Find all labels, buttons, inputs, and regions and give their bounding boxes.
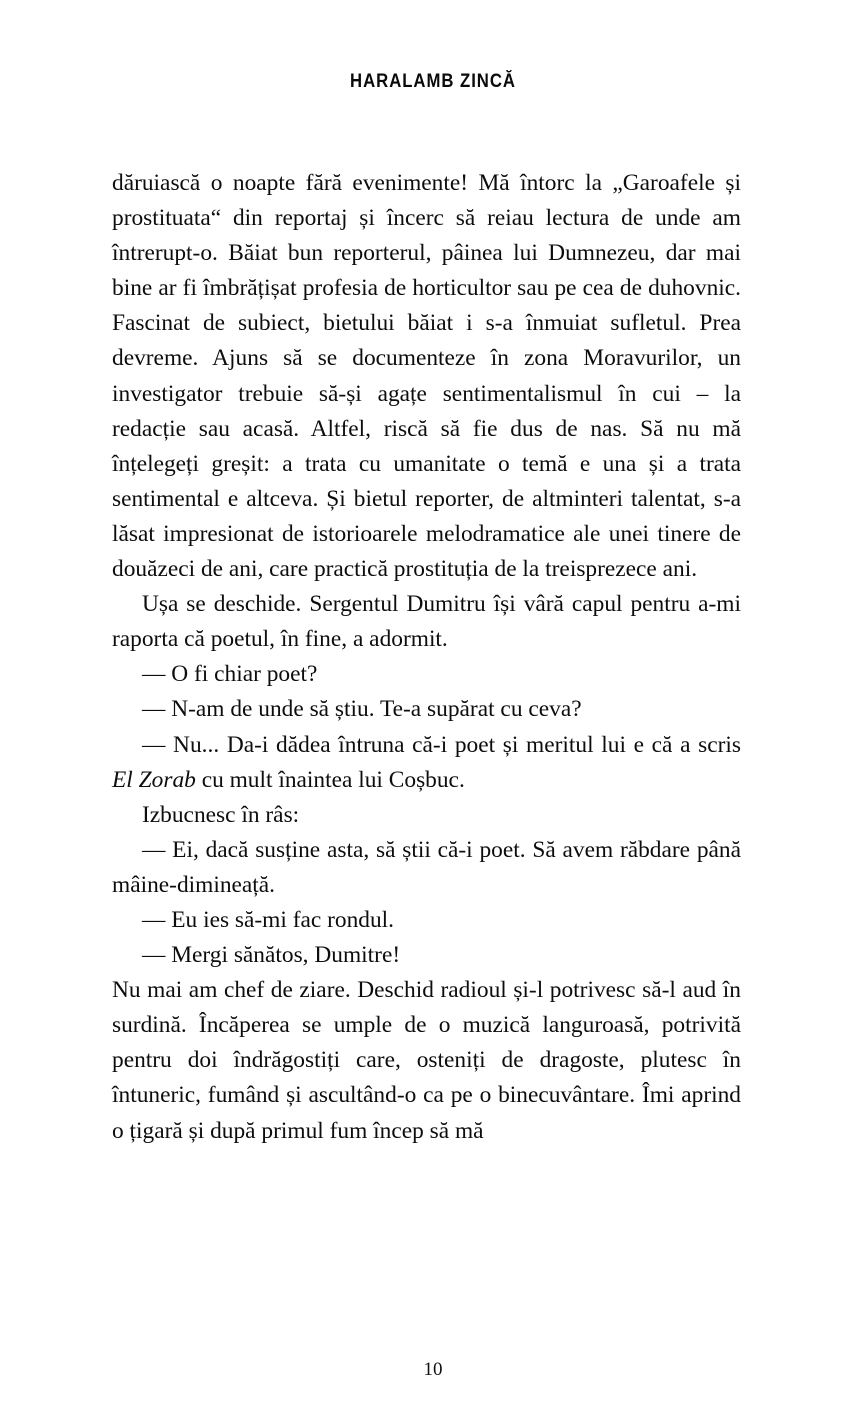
body-text-block	[112, 166, 741, 1149]
dialogue-text-lead: — Nu... Da-i dădea întruna că-i poet și meritul lui e că a scris	[142, 731, 741, 758]
dialogue-line: — O fi chiar poet?	[142, 661, 318, 688]
book-title-italic: El Zorab	[112, 766, 196, 793]
dialogue-paragraph: — Ei, dacă susține asta, să știi că-i poet. Să avem răbdare până mâine-dimineață.	[112, 836, 741, 898]
dialogue-line: — N-am de unde să știu. Te-a supărat cu ceva?	[142, 696, 582, 723]
running-head: HARALAMB ZINCĂ	[350, 71, 516, 92]
narration-line: Izbucnesc în râs:	[142, 801, 300, 828]
dialogue-line: — Eu ies să-mi fac rondul.	[142, 906, 395, 933]
dialogue-text-trail: cu mult înaintea lui Coșbuc.	[195, 766, 465, 793]
paragraph: Ușa se deschide. Sergentul Dumitru își vâră capul pentru a-mi raporta că poetul, în fine, a adormit.	[112, 591, 741, 653]
dialogue-line: — Mergi sănătos, Dumitre!	[142, 942, 401, 969]
dialogue-paragraph-with-title	[112, 728, 741, 798]
paragraph-continues-next-page: Nu mai am chef de ziare. Deschid radioul și-l potrivesc să-l aud în surdină. Încăperea se umple de o muzică languroasă, potrivită pentru doi îndrăgostiți care, osteniți de dragoste, plutesc în întuneric, fumând și ascultând-o ca pe o binecuvântare. Îmi aprind o țigară și după primul fum încep să mă	[112, 977, 741, 1144]
page-number: 10	[423, 1359, 443, 1380]
paragraph-continued: dăruiască o noapte fără evenimente! Mă întorc la „Garoafele și prostituata“ din reportaj și încerc să reiau lectura de unde am întrerupt-o. Băiat bun reporterul, pâinea lui Dumnezeu, dar mai bine ar fi îmbrățișat profesia de horticultor sau pe cea de duhovnic. Fascinat de subiect, bietului băiat i s-a înmuiat sufletul. Prea devreme. Ajuns să se documenteze în zona Moravurilor, un investigator trebuie să-și agațe sentimentalismul în cui – la redacție sau acasă. Altfel, riscă să fie dus de nas. Să nu mă înțelegeți greșit: a trata cu umanitate o temă e una și a trata sentimental e altceva. Și bietul reporter, de altminteri talentat, s-a lăsat impresionat de istorioarele melodramatice ale unei tinere de douăzeci de ani, care practică prostituția de la treisprezece ani.	[112, 170, 741, 583]
